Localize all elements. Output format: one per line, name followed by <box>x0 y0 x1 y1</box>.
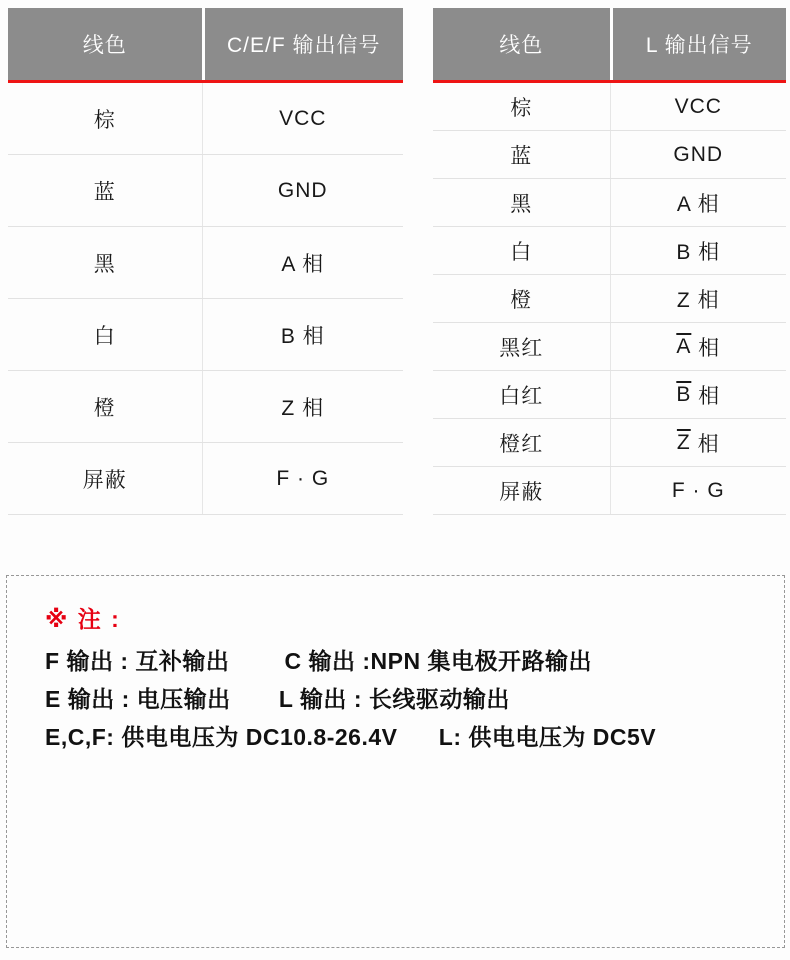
wire-color-cell: 棕 <box>510 96 533 120</box>
signal-cell: VCC <box>202 83 403 154</box>
table-header-row <box>8 8 403 83</box>
wire-color-cell: 蓝 <box>510 144 533 168</box>
table-row <box>433 371 786 419</box>
table-row <box>8 299 403 371</box>
l-output-signal-table <box>433 8 786 515</box>
wire-color-cell: 屏蔽 <box>499 480 544 504</box>
wire-color-cell: 黑 <box>510 192 533 216</box>
wire-color-cell: 橙 <box>510 288 533 312</box>
table-row <box>433 227 786 275</box>
overlined-signal-letter: $\overline{B}$ <box>676 382 692 406</box>
signal-cell: B 相 <box>610 227 787 274</box>
table-row <box>433 275 786 323</box>
signal-cell: GND <box>202 155 403 226</box>
table-row <box>433 467 786 515</box>
cef-output-signal-table <box>8 8 403 515</box>
table-body <box>433 83 786 515</box>
table-row <box>8 155 403 227</box>
table-row <box>433 131 786 179</box>
table-row <box>433 323 786 371</box>
wire-color-cell: 黑红 <box>499 336 544 360</box>
wire-color-cell: 白红 <box>499 384 544 408</box>
overlined-signal-letter: $\overline{Z}$ <box>676 430 691 454</box>
wire-color-cell: 白 <box>93 324 116 348</box>
wire-color-header: 线色 <box>82 34 127 57</box>
table-row <box>433 83 786 131</box>
wire-color-cell: 白 <box>510 240 533 264</box>
signal-cell: F · G <box>610 467 787 514</box>
table-header-row <box>433 8 786 83</box>
table-body <box>8 83 403 515</box>
wire-color-header: 线色 <box>499 34 544 57</box>
wire-color-cell: 蓝 <box>93 180 116 204</box>
table-row <box>8 227 403 299</box>
wire-color-cell: 黑 <box>93 252 116 276</box>
signal-cell: $\overline{A}$ 相 <box>610 323 787 370</box>
signal-cell: Z 相 <box>610 275 787 322</box>
table-row <box>433 179 786 227</box>
wire-color-cell: 橙 <box>93 396 116 420</box>
notes-line-e-l: E 输出 : 电压输出 L 输出 : 长线驱动输出 <box>45 686 510 712</box>
table-row <box>433 419 786 467</box>
signal-cell: B 相 <box>202 299 403 370</box>
signal-cell: GND <box>610 131 787 178</box>
cef-output-signal-header: C/E/F 输出信号 <box>202 8 403 80</box>
l-output-signal-header: L 输出信号 <box>610 8 787 80</box>
overlined-signal-letter: $\overline{A}$ <box>676 334 692 358</box>
table-row <box>8 443 403 515</box>
signal-cell: VCC <box>610 83 787 130</box>
signal-cell: A 相 <box>610 179 787 226</box>
signal-cell: A 相 <box>202 227 403 298</box>
signal-cell: Z 相 <box>202 371 403 442</box>
notes-line-voltage: E,C,F: 供电电压为 DC10.8-26.4V L: 供电电压为 DC5V <box>45 724 657 750</box>
notes-line-f-c: F 输出 : 互补输出 C 输出 :NPN 集电极开路输出 <box>45 648 592 674</box>
table-row <box>8 371 403 443</box>
notes-box <box>6 575 785 948</box>
signal-cell: $\overline{B}$ 相 <box>610 371 787 418</box>
wire-color-cell: 屏蔽 <box>82 468 127 492</box>
notes-marker: ※ 注 : <box>45 606 121 632</box>
table-row <box>8 83 403 155</box>
wire-color-cell: 橙红 <box>499 432 544 456</box>
signal-cell: F · G <box>202 443 403 514</box>
signal-cell: $\overline{Z}$ 相 <box>610 419 787 466</box>
wire-color-cell: 棕 <box>93 108 116 132</box>
